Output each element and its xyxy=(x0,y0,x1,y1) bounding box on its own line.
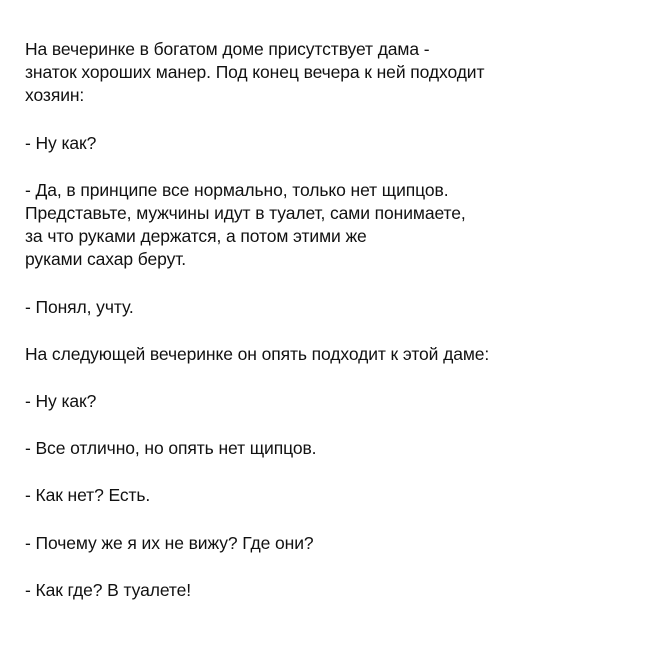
paragraph-host-question-1 xyxy=(25,132,635,155)
paragraph-host-question-2 xyxy=(25,390,635,413)
text-line: - Ну как? xyxy=(25,391,97,412)
text-line: хозяин: xyxy=(25,85,85,106)
paragraph-lady-reply-2 xyxy=(25,437,635,460)
paragraph-next-party xyxy=(25,343,635,366)
text-line: - Как нет? Есть. xyxy=(25,485,151,506)
paragraph-lady-question xyxy=(25,532,635,555)
text-line: руками сахар берут. xyxy=(25,249,186,270)
text-line: На следующей вечеринке он опять подходит к этой даме: xyxy=(25,343,490,364)
paragraph-lady-reply-1 xyxy=(25,179,635,272)
text-line: На вечеринке в богатом доме присутствует дама - xyxy=(25,39,430,59)
text-line: - Да, в принципе все нормально, только нет щипцов. xyxy=(25,179,449,200)
text-line: за что руками держатся, а потом этими же xyxy=(25,226,367,247)
text-line: - Все отлично, но опять нет щипцов. xyxy=(25,438,317,459)
text-line: знаток хороших манер. Под конец вечера к ней подходит xyxy=(25,62,485,83)
text-line: Представьте, мужчины идут в туалет, сами понимаете, xyxy=(25,203,466,224)
text-line: - Понял, учту. xyxy=(25,296,134,317)
paragraph-punchline xyxy=(25,579,635,602)
text-line: - Как где? В туалете! xyxy=(25,579,191,600)
paragraph-host-reply-1 xyxy=(25,296,635,319)
joke-text xyxy=(25,38,635,626)
text-line: - Ну как? xyxy=(25,132,97,153)
paragraph-host-reply-2 xyxy=(25,484,635,507)
paragraph-intro xyxy=(25,38,635,108)
text-line: - Почему же я их не вижу? Где они? xyxy=(25,532,314,553)
